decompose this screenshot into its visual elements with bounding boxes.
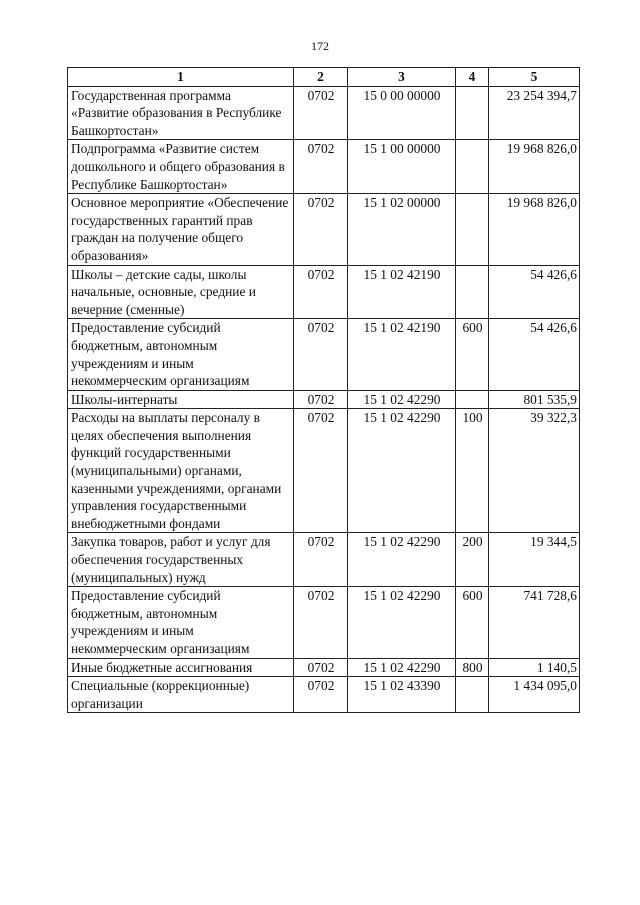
row-amount: 801 535,9 [489,390,580,409]
header-col-3: 3 [348,68,456,87]
row-name: Государственная программа «Развитие образования в Республике Башкортостан» [68,86,294,140]
row-section-code: 0702 [294,265,348,319]
row-expense-type: 800 [456,658,489,677]
row-expense-type [456,140,489,194]
row-amount: 741 728,6 [489,587,580,658]
header-col-1: 1 [68,68,294,87]
row-name: Закупка товаров, работ и услуг для обеспечения государственных (муниципальных) нужд [68,533,294,587]
row-section-code: 0702 [294,677,348,713]
table-row [68,658,580,677]
row-amount: 23 254 394,7 [489,86,580,140]
row-section-code: 0702 [294,319,348,390]
table-row [68,265,580,319]
row-target-code: 15 1 02 42290 [348,409,456,533]
table-row [68,533,580,587]
row-section-code: 0702 [294,390,348,409]
row-amount: 19 968 826,0 [489,194,580,265]
row-amount: 19 344,5 [489,533,580,587]
table-row [68,194,580,265]
row-name: Специальные (коррекционные) организации [68,677,294,713]
row-target-code: 15 1 02 42290 [348,587,456,658]
row-amount: 1 434 095,0 [489,677,580,713]
row-expense-type [456,677,489,713]
row-expense-type [456,86,489,140]
row-expense-type: 600 [456,319,489,390]
row-amount: 39 322,3 [489,409,580,533]
row-section-code: 0702 [294,533,348,587]
row-section-code: 0702 [294,86,348,140]
row-name: Школы-интернаты [68,390,294,409]
page-number: 172 [311,39,329,53]
row-name: Предоставление субсидий бюджетным, автономным учреждениям и иным некоммерческим организациям [68,587,294,658]
row-target-code: 15 1 02 42190 [348,319,456,390]
row-expense-type [456,265,489,319]
row-target-code: 15 1 02 42290 [348,658,456,677]
row-target-code: 15 1 02 42290 [348,533,456,587]
row-target-code: 15 1 00 00000 [348,140,456,194]
row-target-code: 15 1 02 42290 [348,390,456,409]
header-col-4: 4 [456,68,489,87]
row-section-code: 0702 [294,409,348,533]
table-row [68,409,580,533]
header-row [68,68,580,87]
table-row [68,319,580,390]
row-amount: 54 426,6 [489,265,580,319]
row-expense-type: 200 [456,533,489,587]
row-target-code: 15 1 02 00000 [348,194,456,265]
row-section-code: 0702 [294,140,348,194]
row-section-code: 0702 [294,587,348,658]
row-section-code: 0702 [294,658,348,677]
header-col-5: 5 [489,68,580,87]
row-name: Школы – детские сады, школы начальные, основные, средние и вечерние (сменные) [68,265,294,319]
row-expense-type: 600 [456,587,489,658]
table-row [68,390,580,409]
row-section-code: 0702 [294,194,348,265]
table-row [68,86,580,140]
table-row [68,587,580,658]
row-target-code: 15 1 02 43390 [348,677,456,713]
row-name: Иные бюджетные ассигнования [68,658,294,677]
budget-table [67,67,580,713]
row-amount: 19 968 826,0 [489,140,580,194]
row-name: Основное мероприятие «Обеспечение государственных гарантий прав граждан на получение общего образования» [68,194,294,265]
table-row [68,677,580,713]
row-name: Расходы на выплаты персоналу в целях обеспечения выполнения функций государственными (муниципальными) органами, казенными учреждениями, органами управления государственными внебюджетными фондами [68,409,294,533]
row-amount: 1 140,5 [489,658,580,677]
row-target-code: 15 0 00 00000 [348,86,456,140]
row-expense-type: 100 [456,409,489,533]
table-row [68,140,580,194]
row-name: Предоставление субсидий бюджетным, автономным учреждениям и иным некоммерческим организациям [68,319,294,390]
row-expense-type [456,194,489,265]
row-expense-type [456,390,489,409]
row-amount: 54 426,6 [489,319,580,390]
row-name: Подпрограмма «Развитие систем дошкольного и общего образования в Республике Башкортостан» [68,140,294,194]
header-col-2: 2 [294,68,348,87]
row-target-code: 15 1 02 42190 [348,265,456,319]
